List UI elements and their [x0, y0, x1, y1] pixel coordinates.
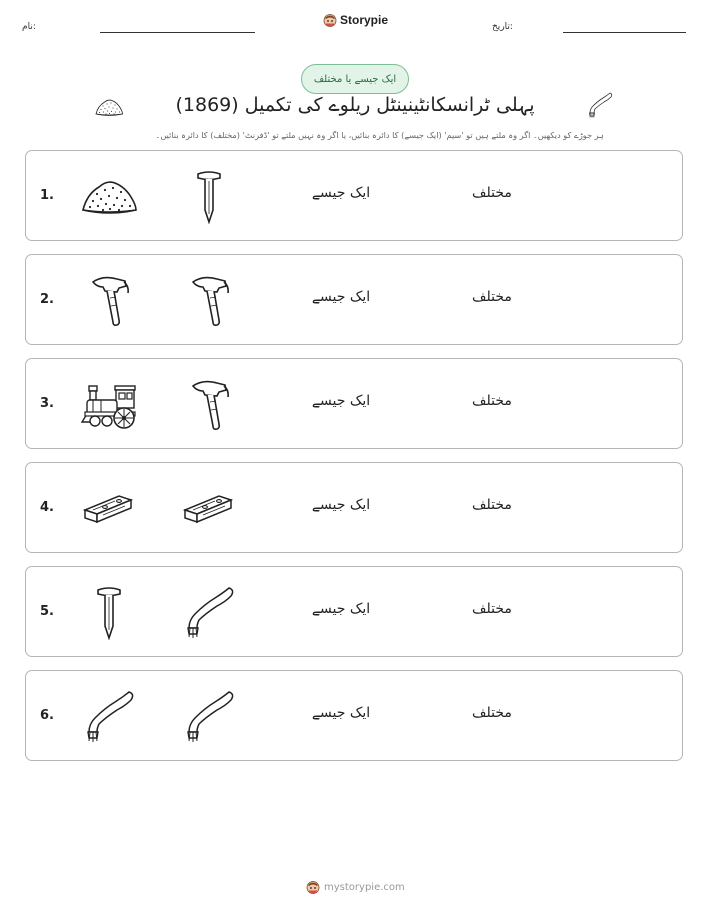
storypie-mascot-icon	[323, 13, 337, 27]
question-number: 2.	[40, 292, 54, 307]
question-number: 3.	[40, 396, 54, 411]
railroad-spike-icon	[179, 168, 239, 224]
same-option[interactable]: ایک جیسے	[311, 185, 371, 201]
question-row	[25, 150, 683, 241]
rope-icon	[179, 584, 239, 640]
hammer-icon	[179, 272, 239, 328]
date-write-line[interactable]	[563, 32, 686, 33]
footer-url[interactable]: mystorypie.com	[324, 881, 405, 893]
storypie-mascot-icon	[306, 880, 320, 894]
same-option[interactable]: ایک جیسے	[311, 393, 371, 409]
question-row	[25, 462, 683, 553]
worksheet-header	[0, 0, 709, 50]
date-label: تاریخ:	[492, 22, 513, 32]
same-option[interactable]: ایک جیسے	[311, 705, 371, 721]
category-pill: ایک جیسے یا مختلف	[301, 64, 409, 94]
question-row	[25, 254, 683, 345]
wooden-tie-icon	[179, 480, 239, 536]
name-label: نام:	[22, 22, 36, 32]
question-row	[25, 670, 683, 761]
brand-logo	[323, 13, 388, 27]
different-option[interactable]: مختلف	[472, 289, 512, 305]
question-number: 6.	[40, 708, 54, 723]
gravel-pile-icon	[92, 93, 126, 121]
brand-name: Storypie	[340, 13, 389, 27]
page-title: پہلی ٹرانسکانٹینینٹل ریلوے کی تکمیل (1869)	[175, 94, 535, 116]
question-row	[25, 358, 683, 449]
different-option[interactable]: مختلف	[472, 185, 512, 201]
different-option[interactable]: مختلف	[472, 601, 512, 617]
footer	[306, 880, 405, 894]
question-number: 1.	[40, 188, 54, 203]
gravel-pile-icon	[79, 168, 139, 224]
name-write-line[interactable]	[100, 32, 255, 33]
different-option[interactable]: مختلف	[472, 497, 512, 513]
locomotive-icon	[79, 376, 139, 432]
hammer-icon	[79, 272, 139, 328]
different-option[interactable]: مختلف	[472, 705, 512, 721]
instructions: ہر جوڑے کو دیکھیں۔ اگر وہ ملتے ہیں تو 'سیم' (ایک جیسے) کا دائرہ بنائیں، یا اگر وہ نہیں ملتے تو 'ڈفرنٹ' (مختلف) کا دائرہ بنائیں۔	[155, 130, 604, 140]
question-row	[25, 566, 683, 657]
same-option[interactable]: ایک جیسے	[311, 497, 371, 513]
railroad-spike-icon	[79, 584, 139, 640]
question-number: 5.	[40, 604, 54, 619]
wooden-tie-icon	[79, 480, 139, 536]
rope-icon	[79, 688, 139, 744]
hammer-icon	[179, 376, 239, 432]
question-number: 4.	[40, 500, 54, 515]
same-option[interactable]: ایک جیسے	[311, 289, 371, 305]
different-option[interactable]: مختلف	[472, 393, 512, 409]
same-option[interactable]: ایک جیسے	[311, 601, 371, 617]
rope-icon	[585, 91, 615, 119]
rope-icon	[179, 688, 239, 744]
